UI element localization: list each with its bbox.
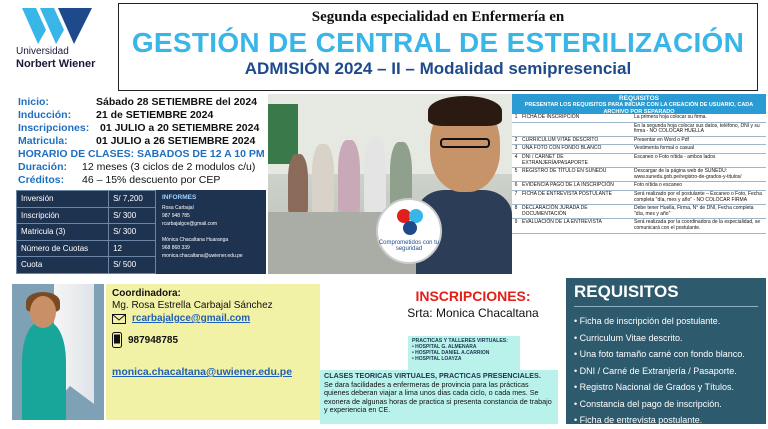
hospital-name: HOSPITAL LOAYZA bbox=[415, 356, 462, 362]
inicio-label: Inicio: bbox=[18, 96, 49, 108]
req-item: EVIDENCIA PAGO DE LA INSCRIPCIÓN bbox=[520, 182, 632, 191]
list-item: • Ficha de entrevista postulante. bbox=[574, 412, 758, 429]
duracion-value: 12 meses (3 ciclos de 2 modulos c/u) bbox=[82, 161, 256, 173]
fee-row bbox=[17, 224, 156, 241]
fee-row bbox=[17, 257, 156, 274]
inicio-value: Sábado 28 SETIEMBRE del 2024 bbox=[96, 96, 258, 108]
fee-row bbox=[17, 207, 156, 224]
inscripciones-title: INSCRIPCIONES: bbox=[415, 288, 531, 304]
list-item: • Una foto tamaño carné con fondo blanco. bbox=[574, 346, 758, 363]
matricula-label: Matricula: bbox=[18, 135, 68, 147]
coordinator-name: Mg. Rosa Estrella Carbajal Sánchez bbox=[112, 300, 273, 311]
req-item: FICHA DE INSCRIPCIÓN bbox=[520, 114, 632, 122]
badge-text: Comprometidos con tu seguridad bbox=[378, 240, 440, 252]
informes-title: INFORMES bbox=[162, 194, 197, 201]
coordinator-email-2[interactable]: monica.chacaltana@uwiener.edu.pe bbox=[112, 366, 293, 378]
req-item: UNA FOTO CON FONDO BLANCO bbox=[520, 145, 632, 154]
req-detail: Vestimenta formal o casual bbox=[632, 145, 766, 154]
req-item: CURRICULUM VITAE DESCRITO bbox=[520, 136, 632, 145]
req-num: 7 bbox=[512, 190, 520, 204]
duracion-label: Duración: bbox=[18, 161, 68, 173]
hospital-name: HOSPITAL DANIEL A.CARRION bbox=[415, 350, 490, 356]
list-item: • HOSPITAL DANIEL A.CARRION bbox=[412, 350, 490, 356]
program-title: GESTIÓN DE CENTRAL DE ESTERILIZACIÓN bbox=[131, 27, 745, 58]
informes-line: monica.chacaltana@uwiener.edu.pe bbox=[162, 253, 243, 259]
photo-person bbox=[288, 154, 308, 214]
table-row bbox=[512, 153, 766, 167]
req-num: 4 bbox=[512, 153, 520, 167]
hospital-name: HOSPITAL G. ALMENARA bbox=[415, 344, 477, 350]
requisitos-list-panel bbox=[566, 278, 766, 424]
requisitos-table-subtitle: PRESENTAR LOS REQUISITOS PARA INICIAR CON LA CREACIÓN DE USUARIO, CADA ARCHIVO POR SEPARADO bbox=[524, 102, 754, 115]
creditos-label: Créditos: bbox=[18, 174, 65, 186]
university-logo-icon bbox=[22, 8, 92, 44]
informes-line: 968 868 339 bbox=[162, 245, 190, 251]
req-item: FICHA DE ENTREVISTA POSTULANTE bbox=[520, 190, 632, 204]
coordinator-panel bbox=[106, 284, 320, 420]
fee-row bbox=[17, 191, 156, 208]
inscripciones-label: Inscripciones: bbox=[18, 122, 90, 134]
fee-value: S/ 7,200 bbox=[109, 191, 156, 208]
table-row bbox=[512, 168, 766, 182]
req-num: 1 bbox=[512, 114, 520, 122]
req-item: DNI / CARNET DE EXTRANJERÍA/PASAPORTE bbox=[520, 153, 632, 167]
table-row bbox=[512, 114, 766, 122]
fee-value: 12 bbox=[109, 240, 156, 257]
req-item: EVALUACIÓN DE LA ENTREVISTA bbox=[520, 219, 632, 233]
induccion-value: 21 de SETIEMBRE 2024 bbox=[96, 109, 214, 121]
list-item: • HOSPITAL LOAYZA bbox=[412, 356, 462, 362]
req-detail: Escaneo o Foto nítida - ambos lados bbox=[632, 153, 766, 167]
req-detail: Será realizado por el postulante – Escaneo o Foto, Fecha completa "día, mes y año" - NO COLOCAR FIRMA bbox=[632, 190, 766, 204]
title-box bbox=[118, 3, 758, 91]
table-row bbox=[512, 136, 766, 145]
req-detail: Presentar en Word o Pdf bbox=[632, 136, 766, 145]
req-num: 5 bbox=[512, 168, 520, 182]
list-item: • Constancia del pago de inscripción. bbox=[574, 396, 758, 413]
fee-value: S/ 500 bbox=[109, 257, 156, 274]
group-photo bbox=[268, 94, 512, 274]
photo-person bbox=[364, 138, 386, 214]
photo-person bbox=[338, 140, 360, 214]
req-num: 9 bbox=[512, 219, 520, 233]
coordinator-label: Coordinadora: bbox=[112, 288, 181, 299]
fee-label: Cuota bbox=[17, 257, 109, 274]
list-item: • Registro Nacional de Grados y Títulos. bbox=[574, 379, 758, 396]
fee-label: Número de Cuotas bbox=[17, 240, 109, 257]
req-detail: Descargar de la página web de SUNEDU: www.sunedu.gob.pe/registro-de-grados-y-titulos/ bbox=[632, 168, 766, 182]
horario-line: HORARIO DE CLASES: SABADOS DE 12 A 10 PM bbox=[18, 148, 265, 160]
university-name bbox=[16, 46, 95, 71]
table-row bbox=[512, 122, 766, 136]
list-item: • HOSPITAL G. ALMENARA bbox=[412, 344, 477, 350]
requisitos-list-title: REQUISITOS bbox=[574, 282, 758, 307]
list-item: • Ficha de inscripción del postulante. bbox=[574, 313, 758, 330]
university-name-line1: Universidad bbox=[16, 46, 69, 57]
matricula-value: 01 JULIO a 26 SETIEMBRE 2024 bbox=[96, 135, 256, 147]
fee-value: S/ 300 bbox=[109, 224, 156, 241]
fee-value: S/ 300 bbox=[109, 207, 156, 224]
fee-label: Inversión bbox=[17, 191, 109, 208]
phone-icon bbox=[112, 332, 122, 348]
practicas-title: PRACTICAS Y TALLERES VIRTUALES: bbox=[412, 338, 508, 344]
coordinator-face bbox=[30, 296, 56, 328]
email-icon bbox=[112, 314, 126, 324]
req-num: 8 bbox=[512, 205, 520, 219]
table-row bbox=[512, 190, 766, 204]
coordinator-body bbox=[22, 322, 66, 420]
req-item: REGISTRO DE TÍTULO EN SUNEDU bbox=[520, 168, 632, 182]
req-detail: Debe tener Huella, Firma, N° de DNI, Fecha completa "día, mes y año" bbox=[632, 205, 766, 219]
list-item: • Curriculum Vitae descrito. bbox=[574, 330, 758, 347]
inscripciones-contact: Srta: Monica Chacaltana bbox=[407, 306, 539, 320]
fee-label: Inscripción bbox=[17, 207, 109, 224]
table-row bbox=[512, 219, 766, 233]
university-name-line2: Norbert Wiener bbox=[16, 58, 96, 70]
req-num: 2 bbox=[512, 136, 520, 145]
practicas-panel bbox=[408, 336, 520, 370]
table-row bbox=[512, 145, 766, 154]
induccion-label: Inducción: bbox=[18, 109, 72, 121]
program-subtitle: Segunda especialidad en Enfermería en bbox=[311, 9, 565, 25]
photo-person bbox=[312, 144, 334, 214]
admission-line: ADMISIÓN 2024 – II – Modalidad semipresencial bbox=[244, 59, 632, 78]
inscripciones-panel bbox=[388, 288, 558, 328]
coordinator-email[interactable]: rcarbajalgce@gmail.com bbox=[132, 313, 251, 324]
informes-line: 987 948 785 bbox=[162, 213, 190, 219]
requisitos-table-title: REQUISITOS bbox=[619, 95, 659, 102]
clases-body: Se dara facilidades a enfermeras de provincia para las prácticas quienes deberan viajar a lima unos dias cada ciclo, o cada mes. Se exonera de algunas horas de practica si presenta constancia de trabajo y experiencia en CE. bbox=[324, 379, 552, 415]
fees-table bbox=[16, 190, 156, 274]
req-num bbox=[512, 122, 520, 136]
table-row bbox=[512, 205, 766, 219]
req-detail: Foto nítida o escaneo bbox=[632, 182, 766, 191]
req-num: 3 bbox=[512, 145, 520, 154]
commitment-badge bbox=[376, 198, 442, 264]
schedule-panel bbox=[14, 94, 264, 190]
req-detail: La primera hoja colocar su firma. bbox=[632, 114, 766, 122]
coordinator-photo bbox=[12, 284, 104, 420]
fee-label: Matricula (3) bbox=[17, 224, 109, 241]
informes-panel bbox=[156, 190, 266, 274]
req-num: 6 bbox=[512, 182, 520, 191]
glasses-icon bbox=[440, 138, 490, 148]
informes-line: rcarbajalgce@gmail.com bbox=[162, 221, 218, 227]
coordinator-phone[interactable]: 987948785 bbox=[128, 334, 179, 346]
requisitos-table bbox=[512, 94, 766, 274]
req-item: DECLARACIÓN JURADA DE DOCUMENTACIÓN bbox=[520, 205, 632, 219]
inscripciones-value: 01 JULIO a 20 SETIEMBRE 2024 bbox=[100, 122, 260, 134]
clases-title: CLASES TEORICAS VIRTUALES, PRACTICAS PRESENCIALES. bbox=[324, 371, 541, 380]
creditos-value: 46 – 15% descuento por CEP bbox=[82, 174, 221, 186]
university-logo bbox=[8, 6, 118, 76]
requisitos-table-header bbox=[512, 94, 766, 114]
req-item bbox=[520, 122, 632, 136]
req-detail: Será realizada por la coordinadora de la especialidad, se comunicará con el postulante. bbox=[632, 219, 766, 233]
fee-row bbox=[17, 240, 156, 257]
req-detail: En la segunda hoja colocar sus datos, teléfono, DNI y su firma - NO COLOCAR HUELLA bbox=[632, 122, 766, 136]
table-row bbox=[512, 182, 766, 191]
informes-line: Rosa Carbajal bbox=[162, 205, 194, 211]
list-item: • DNI / Carné de Extranjería / Pasaporte. bbox=[574, 363, 758, 380]
informes-line: Mónica Chacaltana Huaranga bbox=[162, 237, 229, 243]
clases-panel bbox=[320, 370, 558, 424]
photo-man-hair bbox=[428, 96, 502, 126]
heart-hands-icon bbox=[394, 206, 426, 238]
